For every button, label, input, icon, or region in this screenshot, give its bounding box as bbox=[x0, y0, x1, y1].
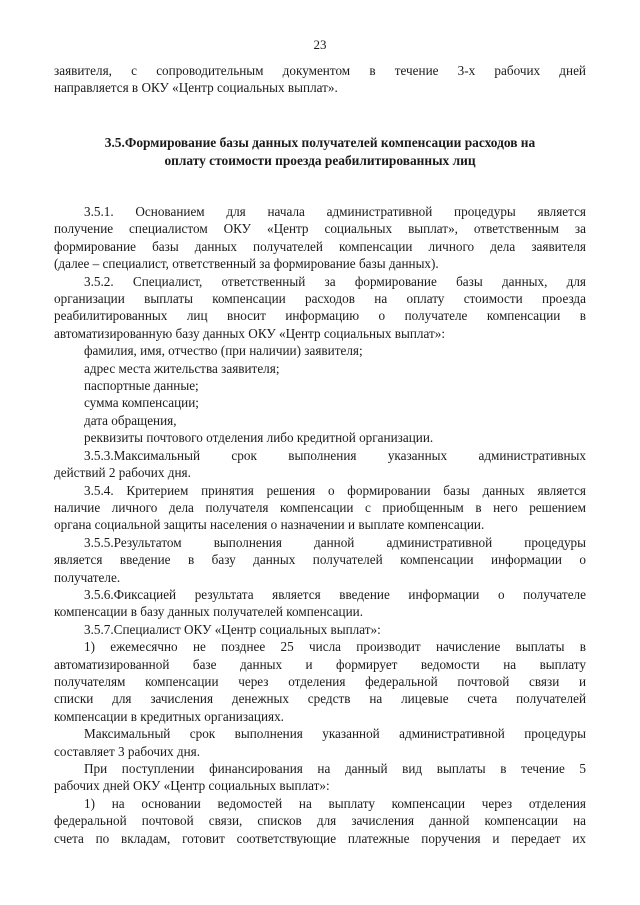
text-line: 3.5.7.Специалист ОКУ «Центр социальных выплат»: bbox=[84, 621, 381, 637]
text-line: Максимальный срок выполнения указанной административной процедуры bbox=[84, 726, 586, 742]
intro-paragraph bbox=[54, 62, 586, 97]
text-line: реабилитированных лиц вносит информацию о получателе компенсации в bbox=[54, 308, 586, 324]
text-line: рабочих дней ОКУ «Центр социальных выплат»: bbox=[54, 778, 330, 794]
text-line: организации выплаты компенсации расходов на оплату стоимости проезда bbox=[54, 291, 586, 307]
text-line: 3.5.2. Специалист, ответственный за формирование базы данных, для bbox=[84, 273, 586, 289]
text-line: При поступлении финансирования на данный вид выплаты в течение 5 bbox=[84, 761, 586, 776]
text-line: является введение в базу данных получателей компенсации информации о bbox=[54, 552, 586, 568]
paragraph-financing-1 bbox=[54, 795, 586, 847]
paragraph-financing bbox=[54, 760, 586, 795]
list-item: сумма компенсации; bbox=[84, 395, 199, 411]
text-line: автоматизированной базе данных и формирует ведомости на выплату bbox=[54, 656, 586, 672]
list-item: фамилия, имя, отчество (при наличии) заявителя; bbox=[84, 343, 363, 359]
page-number: 23 bbox=[313, 37, 327, 52]
text-line: органа социальной защиты населения о назначении и выплате компенсации. bbox=[54, 517, 485, 533]
paragraph-3-5-5 bbox=[54, 534, 586, 586]
paragraph-3-5-4 bbox=[54, 482, 586, 534]
text-line: получателе. bbox=[54, 569, 121, 585]
text-line: наличие личного дела получателя компенсации с приобщенным в него решением bbox=[54, 499, 586, 515]
text-line: получателям компенсации через отделения федеральной почтовой связи и bbox=[54, 673, 586, 689]
list-item: дата обращения, bbox=[84, 412, 177, 428]
paragraph-3-5-6 bbox=[54, 586, 586, 621]
text-line: 3.5.5.Результатом выполнения данной административной процедуры bbox=[84, 534, 586, 550]
text-line: действий 2 рабочих дня. bbox=[54, 465, 191, 481]
text-line: получение специалистом ОКУ «Центр социальных выплат», ответственным за bbox=[54, 221, 586, 237]
text-line: 1) ежемесячно не позднее 25 числа производит начисление выплаты в bbox=[84, 639, 586, 655]
heading-line: оплату стоимости проезда реабилитированных лиц bbox=[164, 153, 476, 168]
text-line: федеральной почтовой связи, списков для зачисления данной компенсации на bbox=[54, 813, 586, 829]
text-line: 3.5.4. Критерием принятия решения о формировании базы данных является bbox=[84, 482, 586, 498]
text-line: направляется в ОКУ «Центр социальных выплат». bbox=[54, 80, 338, 96]
text-line: счета по вкладам, готовит соответствующие платежные поручения и передает их bbox=[54, 830, 586, 846]
section-heading bbox=[54, 134, 586, 170]
paragraph-3-5-3 bbox=[54, 447, 586, 482]
list-item: реквизиты почтового отделения либо кредитной организации. bbox=[84, 430, 434, 446]
data-fields-list bbox=[54, 342, 586, 446]
text-line: компенсации в кредитных организациях. bbox=[54, 708, 284, 724]
text-line: автоматизированную базу данных ОКУ «Центр социальных выплат»: bbox=[54, 325, 446, 341]
text-line: 3.5.3.Максимальный срок выполнения указанных административных bbox=[84, 447, 586, 463]
text-line: составляет 3 рабочих дня. bbox=[54, 743, 201, 759]
paragraph-3-5-2 bbox=[54, 273, 586, 343]
text-line: 3.5.6.Фиксацией результата является введение информации о получателе bbox=[84, 586, 586, 602]
text-line: списки для зачисления денежных средств на лицевые счета получателей bbox=[54, 691, 586, 707]
text-line: заявителя, с сопроводительным документом в течение 3-х рабочих дней bbox=[54, 63, 586, 78]
text-line: 3.5.1. Основанием для начала административной процедуры является bbox=[84, 204, 586, 219]
paragraph-3-5-1 bbox=[54, 203, 586, 273]
text-line: формирование базы данных получателей компенсации личного дела заявителя bbox=[54, 238, 586, 254]
list-item: адрес места жительства заявителя; bbox=[84, 360, 280, 376]
text-line: (далее – специалист, ответственный за формирование базы данных). bbox=[54, 256, 439, 272]
text-line: 1) на основании ведомостей на выплату компенсации через отделения bbox=[84, 795, 586, 811]
heading-line: 3.5.Формирование базы данных получателей компенсации расходов на bbox=[104, 135, 536, 150]
text-line: компенсации в базу данных получателей компенсации. bbox=[54, 604, 363, 620]
list-item: паспортные данные; bbox=[84, 378, 199, 394]
paragraph-max-term bbox=[54, 725, 586, 760]
paragraph-3-5-7 bbox=[54, 621, 586, 725]
section-body bbox=[54, 203, 586, 847]
